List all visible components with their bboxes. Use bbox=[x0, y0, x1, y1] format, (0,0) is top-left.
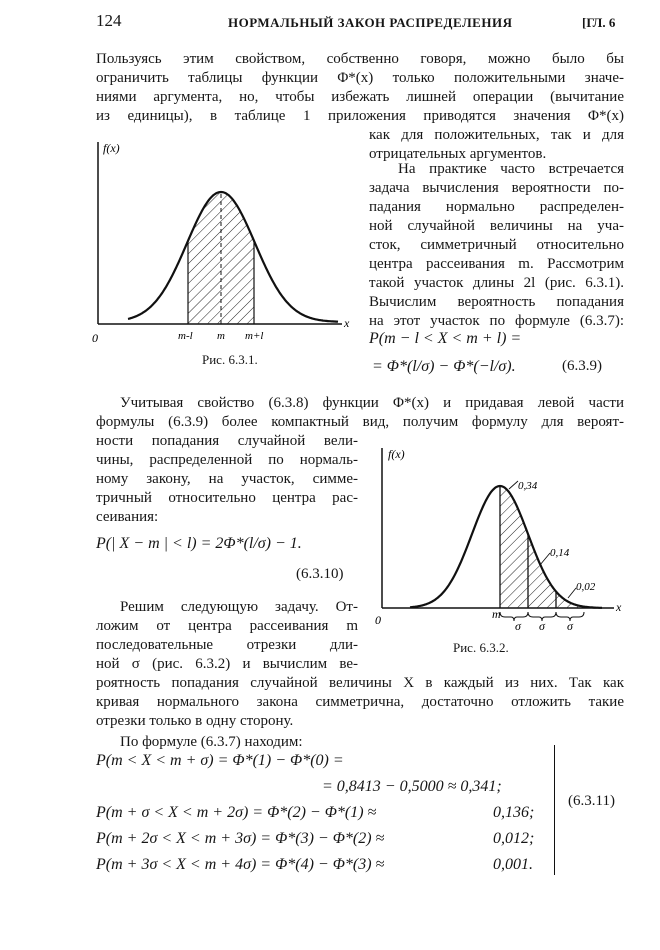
formula-6310-number: (6.3.10) bbox=[296, 566, 344, 582]
para2-line-5: сток, симметричный относительно bbox=[369, 237, 624, 253]
para3-line-2: формулы (6.3.9) более компактный вид, получим формулу для вероят- bbox=[96, 414, 624, 430]
fig2-origin: 0 bbox=[375, 613, 381, 627]
para3-line-1: Учитывая свойство (6.3.8) функции Φ*(x) и придавая левой части bbox=[120, 395, 624, 411]
fig1-y-label: f(x) bbox=[103, 141, 120, 155]
system-row-3: P(m + σ < X < m + 2σ) = Φ*(2) − Φ*(1) ≈ bbox=[96, 804, 377, 821]
fig1-caption: Рис. 6.3.1. bbox=[202, 352, 258, 367]
fig1-tick-m: m bbox=[217, 330, 225, 342]
chapter-label: [ГЛ. 6 bbox=[582, 15, 616, 30]
fig2-x-label: x bbox=[616, 600, 622, 614]
system-row-4-rhs: 0,012; bbox=[493, 830, 535, 847]
system-row-3-rhs: 0,136; bbox=[493, 804, 535, 821]
para2-line-4: ной случайной величины на уча- bbox=[369, 218, 624, 234]
fig2-leader-014 bbox=[540, 553, 550, 565]
para2-line-3: падания нормально распределен- bbox=[369, 199, 624, 215]
para2-line-8: Вычислим вероятность попадания bbox=[369, 294, 624, 310]
system-row-5-rhs: 0,001. bbox=[493, 856, 533, 873]
running-title: НОРМАЛЬНЫЙ ЗАКОН РАСПРЕДЕЛЕНИЯ bbox=[228, 15, 513, 30]
system-brace bbox=[550, 745, 555, 875]
fig2-mean-label: m bbox=[492, 607, 501, 621]
para2-line-7: такой участок длины 2l (рис. 6.3.1). bbox=[369, 275, 624, 291]
formula-639-line2: = Φ*(l/σ) − Φ*(−l/σ). bbox=[372, 358, 516, 375]
para1-line-2: ограничить таблицы функции Φ*(x) только положительными значе- bbox=[96, 70, 624, 86]
system-row-4: P(m + 2σ < X < m + 3σ) = Φ*(3) − Φ*(2) ≈ bbox=[96, 830, 385, 847]
fig1-tick-m-minus-l: m-l bbox=[178, 330, 193, 342]
para3-line-7: сеивания: bbox=[96, 509, 159, 525]
page-number: 124 bbox=[96, 11, 122, 30]
para3-line-6: тричный относительно центра рас- bbox=[96, 490, 358, 506]
fig2-value-002: 0,02 bbox=[576, 581, 596, 593]
formula-639-line1: P(m − l < X < m + l) = bbox=[369, 330, 522, 347]
fig2-leader-002 bbox=[568, 588, 576, 598]
system-row-1: P(m < X < m + σ) = Φ*(1) − Φ*(0) = bbox=[96, 752, 344, 769]
system-row-2: = 0,8413 − 0,5000 ≈ 0,341; bbox=[322, 778, 502, 795]
para3-line-4: чины, распределенной по нормаль- bbox=[96, 452, 358, 468]
para4-line-6: кривая нормального закона симметрична, достаточно отложить такие bbox=[96, 694, 624, 710]
fig2-value-034: 0,34 bbox=[518, 480, 538, 492]
para1-line-1: Пользуясь этим свойством, собственно говоря, можно было бы bbox=[96, 51, 624, 67]
fig2-y-label: f(x) bbox=[388, 447, 405, 461]
para4-line-1: Решим следующую задачу. От- bbox=[120, 599, 358, 615]
para4-line-7: отрезки только в одну сторону. bbox=[96, 713, 294, 729]
para5-text: По формуле (6.3.7) находим: bbox=[120, 734, 303, 750]
fig2-sigma-2: σ bbox=[539, 619, 545, 633]
system-row-5: P(m + 3σ < X < m + 4σ) = Φ*(4) − Φ*(3) ≈ bbox=[96, 856, 385, 873]
para2-line-6: центра рассеивания m. Рассмотрим bbox=[369, 256, 624, 272]
para4-line-3: последовательные отрезки дли- bbox=[96, 637, 358, 653]
para2-line-9: на этот участок по формуле (6.3.7): bbox=[369, 313, 624, 329]
figure-6-3-2 bbox=[370, 438, 632, 638]
fig2-leader-034 bbox=[509, 481, 518, 489]
para2-line-2: задача вычисления вероятности по- bbox=[369, 180, 624, 196]
system-number: (6.3.11) bbox=[568, 793, 615, 809]
para2-line-1: На практике часто встречается bbox=[398, 161, 624, 177]
para4-line-4: ной σ (рис. 6.3.2) и вычислим ве- bbox=[96, 656, 358, 672]
figure-6-3-1 bbox=[90, 134, 365, 346]
para4-line-2: ложим от центра рассеивания m bbox=[96, 618, 358, 634]
para1-line-3: ниями аргумента, но, чтобы избежать лишней операции (вычитание bbox=[96, 89, 624, 105]
fig1-x-label: x bbox=[344, 316, 350, 330]
para1-line-5: как для положительных, так и для bbox=[369, 127, 624, 143]
fig2-value-014: 0,14 bbox=[550, 547, 570, 559]
para3-line-3: ности попадания случайной вели- bbox=[96, 433, 358, 449]
fig1-tick-m-plus-l: m+l bbox=[245, 330, 264, 342]
formula-6310: P(| X − m | < l) = 2Φ*(l/σ) − 1. bbox=[96, 535, 302, 552]
para1-line-4: из единицы), в таблице 1 приложения приводятся значения Φ*(x) bbox=[96, 108, 624, 124]
formula-639-number: (6.3.9) bbox=[562, 358, 602, 374]
para1-line-6: отрицательных аргументов. bbox=[369, 146, 547, 162]
para4-line-5: роятность попадания случайной величины X в каждый из них. Так как bbox=[96, 675, 624, 691]
fig2-sigma-1: σ bbox=[515, 619, 521, 633]
fig2-caption: Рис. 6.3.2. bbox=[453, 640, 509, 655]
para3-line-5: ному закону, на участок, симме- bbox=[96, 471, 358, 487]
fig2-sigma-3: σ bbox=[567, 619, 573, 633]
fig1-origin: 0 bbox=[92, 331, 98, 345]
